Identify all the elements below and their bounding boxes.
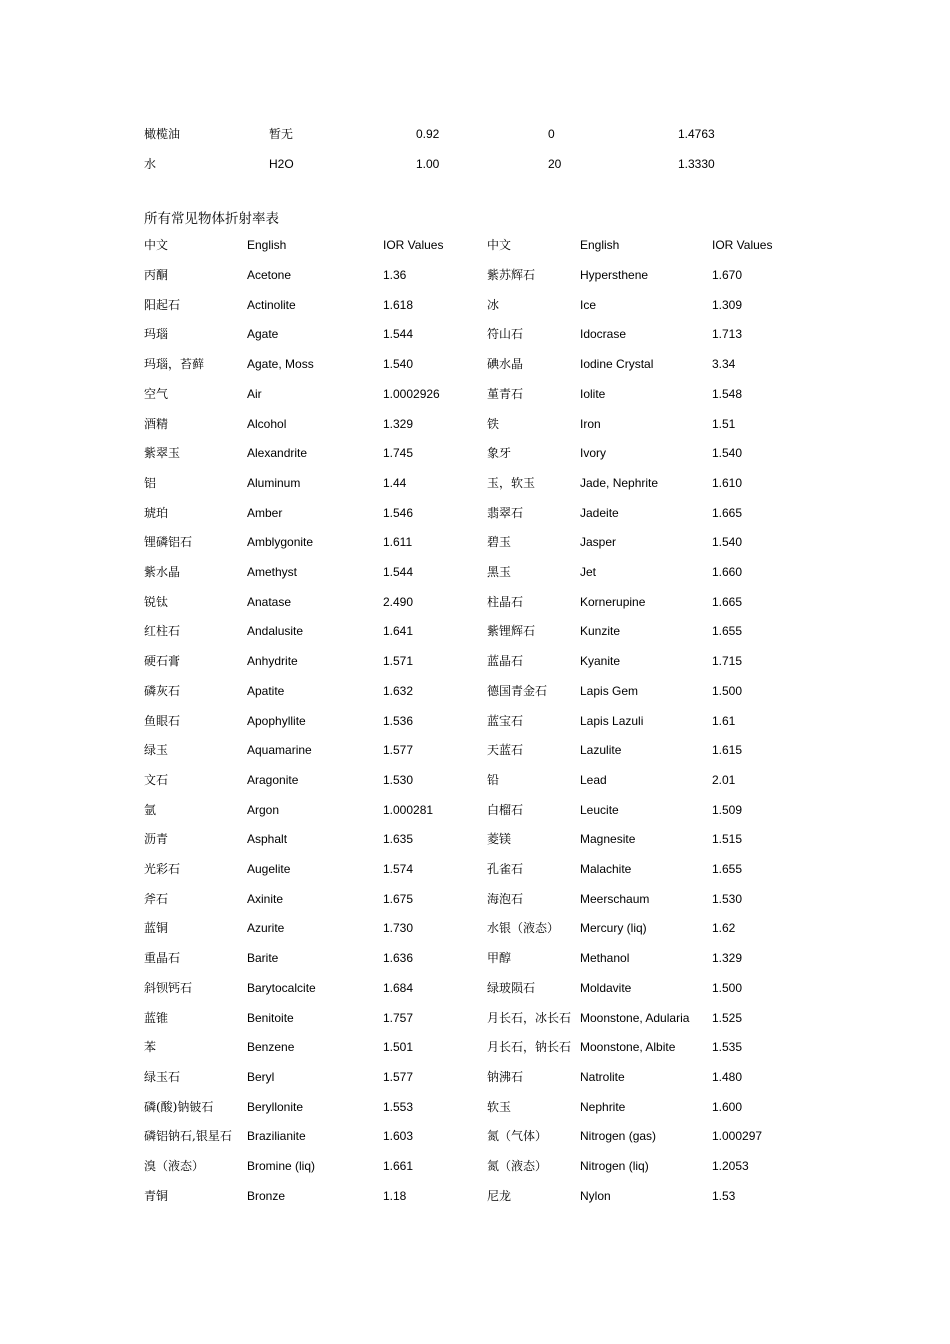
header-chinese-right: 中文 (487, 238, 512, 252)
ior-value: 1.610 (712, 475, 743, 490)
english-name: Jadeite (580, 505, 619, 520)
ior-value: 1.544 (383, 327, 414, 342)
english-name: Andalusite (247, 624, 304, 639)
header-chinese-left: 中文 (144, 238, 169, 252)
ior-value: 1.577 (383, 1069, 414, 1084)
english-name: Moonstone, Adularia (580, 1010, 690, 1025)
chinese-name: 水 (144, 156, 157, 171)
ior-value: 1.36 (383, 268, 407, 282)
chinese-name: 天蓝石 (487, 743, 524, 758)
english-name: Agate, Moss (247, 357, 314, 372)
chinese-name: 青铜 (144, 1188, 169, 1203)
chinese-name: 磷灰石 (144, 683, 181, 698)
ior-value: 1.530 (383, 772, 414, 787)
chinese-name: 斜钡钙石 (144, 980, 193, 995)
ior-value: 1.632 (383, 683, 414, 698)
chinese-name: 氩 (144, 802, 157, 817)
english-name: Benitoite (247, 1010, 294, 1025)
ior-value: 1.618 (383, 297, 414, 312)
english-name: Agate (247, 327, 279, 342)
english-name: Kornerupine (580, 594, 646, 609)
ior-value: 1.3330 (678, 156, 715, 171)
formula: 暂无 (269, 127, 294, 141)
chinese-name: 玛瑙 (144, 327, 169, 342)
ior-value: 1.757 (383, 1010, 414, 1025)
chinese-name: 冰 (487, 297, 500, 312)
ior-value: 1.0002926 (383, 386, 440, 401)
english-name: Ice (580, 297, 597, 312)
chinese-name: 白榴石 (487, 802, 524, 817)
english-name: Amethyst (247, 565, 298, 579)
chinese-name: 甲醇 (487, 951, 512, 966)
chinese-name: 溴（液态） (144, 1159, 205, 1173)
ior-value: 1.635 (383, 832, 414, 847)
chinese-name: 堇青石 (487, 386, 524, 401)
ior-value: 1.501 (383, 1040, 414, 1055)
chinese-name: 氮（气体） (487, 1129, 548, 1144)
ior-value: 1.655 (712, 624, 743, 639)
ior-value: 1.4763 (678, 127, 715, 141)
chinese-name: 紫水晶 (144, 565, 181, 579)
english-name: Brazilianite (247, 1129, 306, 1144)
density-value: 0.92 (416, 127, 440, 141)
english-name: Actinolite (247, 297, 296, 312)
ior-value: 1.713 (712, 327, 743, 342)
chinese-name: 蓝锥 (144, 1010, 169, 1025)
english-name: Nephrite (580, 1099, 626, 1114)
english-name: Natrolite (580, 1069, 625, 1084)
ior-value: 1.536 (383, 713, 414, 728)
chinese-name: 翡翠石 (487, 505, 524, 520)
chinese-name: 软玉 (487, 1099, 512, 1114)
english-name: Hypersthene (580, 268, 649, 282)
english-name: Iodine Crystal (580, 357, 654, 372)
ior-value: 1.600 (712, 1099, 743, 1114)
header-ior-left: IOR Values (383, 238, 444, 252)
ior-value: 1.62 (712, 921, 736, 936)
chinese-name: 象牙 (487, 446, 512, 461)
chinese-name: 绿玉石 (144, 1069, 181, 1084)
chinese-name: 绿玉 (144, 743, 169, 758)
english-name: Nylon (580, 1188, 611, 1203)
chinese-name: 铅 (487, 772, 500, 787)
ior-value: 1.480 (712, 1069, 743, 1084)
english-name: Barite (247, 951, 279, 966)
english-name: Bromine (liq) (247, 1159, 316, 1173)
chinese-name: 孔雀石 (487, 862, 524, 876)
english-name: Lapis Lazuli (580, 713, 644, 728)
chinese-name: 蓝晶石 (487, 654, 524, 669)
english-name: Kunzite (580, 624, 621, 639)
english-name: Moldavite (580, 980, 632, 995)
english-name: Lead (580, 772, 607, 787)
chinese-name: 磷(酸)钠铍石 (144, 1099, 214, 1114)
ior-value: 1.684 (383, 980, 414, 995)
ior-value: 2.01 (712, 772, 736, 787)
ior-value: 1.730 (383, 921, 414, 936)
chinese-name: 钠沸石 (487, 1069, 524, 1084)
ior-value: 1.515 (712, 832, 743, 847)
english-name: Amber (247, 505, 283, 520)
ior-value: 1.661 (383, 1159, 414, 1173)
english-name: Amblygonite (247, 535, 314, 550)
ior-value: 1.500 (712, 683, 743, 698)
ior-value: 1.636 (383, 951, 414, 966)
ior-value: 1.540 (712, 446, 743, 461)
chinese-name: 海泡石 (487, 891, 524, 906)
chinese-name: 黑玉 (487, 565, 512, 579)
english-name: Axinite (247, 891, 284, 906)
chinese-name: 玛瑙，苔藓 (144, 357, 205, 372)
english-name: Idocrase (580, 327, 627, 342)
ior-value: 1.530 (712, 891, 743, 906)
ior-value: 1.329 (383, 416, 414, 431)
chinese-name: 玉，软玉 (487, 475, 536, 490)
header-ior-right: IOR Values (712, 238, 773, 252)
chinese-name: 磷铝钠石,银星石 (144, 1129, 232, 1144)
ior-value: 1.509 (712, 802, 743, 817)
chinese-name: 紫翠玉 (144, 446, 181, 461)
section-title: 所有常见物体折射率表 (144, 211, 279, 227)
english-name: Air (247, 386, 262, 401)
english-name: Asphalt (247, 832, 288, 847)
ior-value: 1.53 (712, 1188, 736, 1203)
ior-value: 1.611 (383, 535, 413, 550)
english-name: Methanol (580, 951, 630, 966)
ior-value: 1.660 (712, 565, 743, 579)
chinese-name: 重晶石 (144, 951, 181, 966)
english-name: Iron (580, 416, 601, 431)
english-name: Benzene (247, 1040, 295, 1055)
chinese-name: 碧玉 (487, 535, 512, 550)
chinese-name: 锐钛 (144, 594, 169, 609)
chinese-name: 蓝铜 (144, 921, 169, 936)
ior-value: 1.500 (712, 980, 743, 995)
ior-value: 1.329 (712, 951, 743, 966)
header-english-left: English (247, 238, 287, 252)
english-name: Lapis Gem (580, 683, 639, 698)
chinese-name: 橄榄油 (144, 127, 181, 141)
english-name: Lazulite (580, 743, 622, 758)
english-name: Nitrogen (liq) (580, 1159, 649, 1173)
chinese-name: 空气 (144, 386, 169, 401)
chinese-name: 斧石 (144, 891, 169, 906)
ior-value: 1.670 (712, 268, 743, 282)
temperature-value: 0 (548, 127, 555, 141)
ior-value: 1.571 (383, 654, 414, 669)
ior-value: 1.2053 (712, 1159, 749, 1173)
chinese-name: 铝 (144, 475, 157, 490)
ior-value: 1.603 (383, 1129, 414, 1144)
ior-value: 2.490 (383, 594, 414, 609)
ior-value: 1.000297 (712, 1129, 763, 1144)
english-name: Alcohol (247, 416, 287, 431)
chinese-name: 紫锂辉石 (487, 624, 536, 639)
english-name: Kyanite (580, 654, 621, 669)
chinese-name: 锂磷铝石 (144, 535, 193, 550)
ior-value: 1.615 (712, 743, 743, 758)
formula: H2O (269, 156, 294, 171)
chinese-name: 鱼眼石 (144, 713, 181, 728)
english-name: Malachite (580, 862, 632, 876)
chinese-name: 月长石，冰长石 (487, 1010, 572, 1025)
english-name: Azurite (247, 921, 285, 936)
chinese-name: 月长石，钠长石 (487, 1040, 572, 1055)
ior-value: 1.535 (712, 1040, 743, 1055)
english-name: Aquamarine (247, 743, 312, 758)
chinese-name: 苯 (144, 1040, 157, 1055)
english-name: Beryl (247, 1069, 275, 1084)
english-name: Barytocalcite (247, 980, 316, 995)
ior-value: 1.525 (712, 1010, 743, 1025)
ior-value: 1.44 (383, 475, 407, 490)
english-name: Mercury (liq) (580, 921, 647, 936)
english-name: Beryllonite (247, 1099, 304, 1114)
english-name: Augelite (247, 862, 291, 876)
ior-value: 1.548 (712, 386, 743, 401)
ior-value: 1.655 (712, 862, 743, 876)
ior-value: 1.665 (712, 594, 743, 609)
english-name: Jasper (580, 535, 617, 550)
ior-value: 1.540 (712, 535, 743, 550)
ior-value: 1.745 (383, 446, 414, 461)
english-name: Alexandrite (247, 446, 308, 461)
ior-value: 1.577 (383, 743, 414, 758)
english-name: Jade, Nephrite (580, 475, 659, 490)
ior-value: 1.675 (383, 891, 414, 906)
chinese-name: 柱晶石 (487, 594, 524, 609)
ior-value: 1.546 (383, 505, 414, 520)
ior-value: 1.51 (712, 416, 736, 431)
english-name: Aluminum (247, 475, 301, 490)
chinese-name: 菱镁 (487, 832, 512, 847)
english-name: Nitrogen (gas) (580, 1129, 657, 1144)
chinese-name: 琥珀 (144, 505, 169, 520)
ior-value: 1.715 (712, 654, 743, 669)
header-english-right: English (580, 238, 620, 252)
chinese-name: 蓝宝石 (487, 713, 524, 728)
ior-value: 1.000281 (383, 802, 434, 817)
english-name: Meerschaum (580, 891, 650, 906)
ior-value: 1.641 (383, 624, 414, 639)
chinese-name: 绿玻陨石 (487, 980, 536, 995)
chinese-name: 沥青 (144, 832, 169, 847)
chinese-name: 光彩石 (144, 862, 181, 876)
temperature-value: 20 (548, 156, 562, 171)
chinese-name: 水银（液态） (487, 921, 560, 936)
english-name: Jet (580, 565, 597, 579)
ior-value: 1.553 (383, 1099, 414, 1114)
chinese-name: 德国青金石 (487, 683, 548, 698)
english-name: Argon (247, 802, 280, 817)
ior-value: 1.18 (383, 1188, 407, 1203)
english-name: Anatase (247, 594, 292, 609)
english-name: Aragonite (247, 772, 299, 787)
chinese-name: 尼龙 (487, 1188, 512, 1203)
chinese-name: 碘水晶 (487, 357, 524, 372)
density-value: 1.00 (416, 156, 440, 171)
ior-value: 1.540 (383, 357, 414, 372)
ior-value: 1.544 (383, 565, 414, 579)
ior-value: 1.309 (712, 297, 743, 312)
chinese-name: 红柱石 (144, 624, 181, 639)
chinese-name: 阳起石 (144, 297, 181, 312)
chinese-name: 酒精 (144, 416, 169, 431)
chinese-name: 紫苏辉石 (487, 268, 536, 282)
english-name: Ivory (580, 446, 607, 461)
chinese-name: 硬石膏 (144, 654, 181, 669)
chinese-name: 文石 (144, 772, 169, 787)
english-name: Leucite (580, 802, 619, 817)
ior-value: 1.574 (383, 862, 414, 876)
english-name: Anhydrite (247, 654, 298, 669)
english-name: Moonstone, Albite (580, 1040, 676, 1055)
ior-value: 3.34 (712, 357, 736, 372)
ior-value: 1.665 (712, 505, 743, 520)
english-name: Iolite (580, 386, 606, 401)
chinese-name: 氮（液态） (487, 1159, 548, 1173)
english-name: Apophyllite (247, 713, 306, 728)
chinese-name: 丙酮 (144, 268, 169, 282)
chinese-name: 铁 (487, 416, 500, 431)
chinese-name: 符山石 (487, 327, 524, 342)
english-name: Acetone (247, 268, 292, 282)
english-name: Magnesite (580, 832, 636, 847)
english-name: Apatite (247, 683, 285, 698)
english-name: Bronze (247, 1188, 286, 1203)
ior-value: 1.61 (712, 713, 736, 728)
